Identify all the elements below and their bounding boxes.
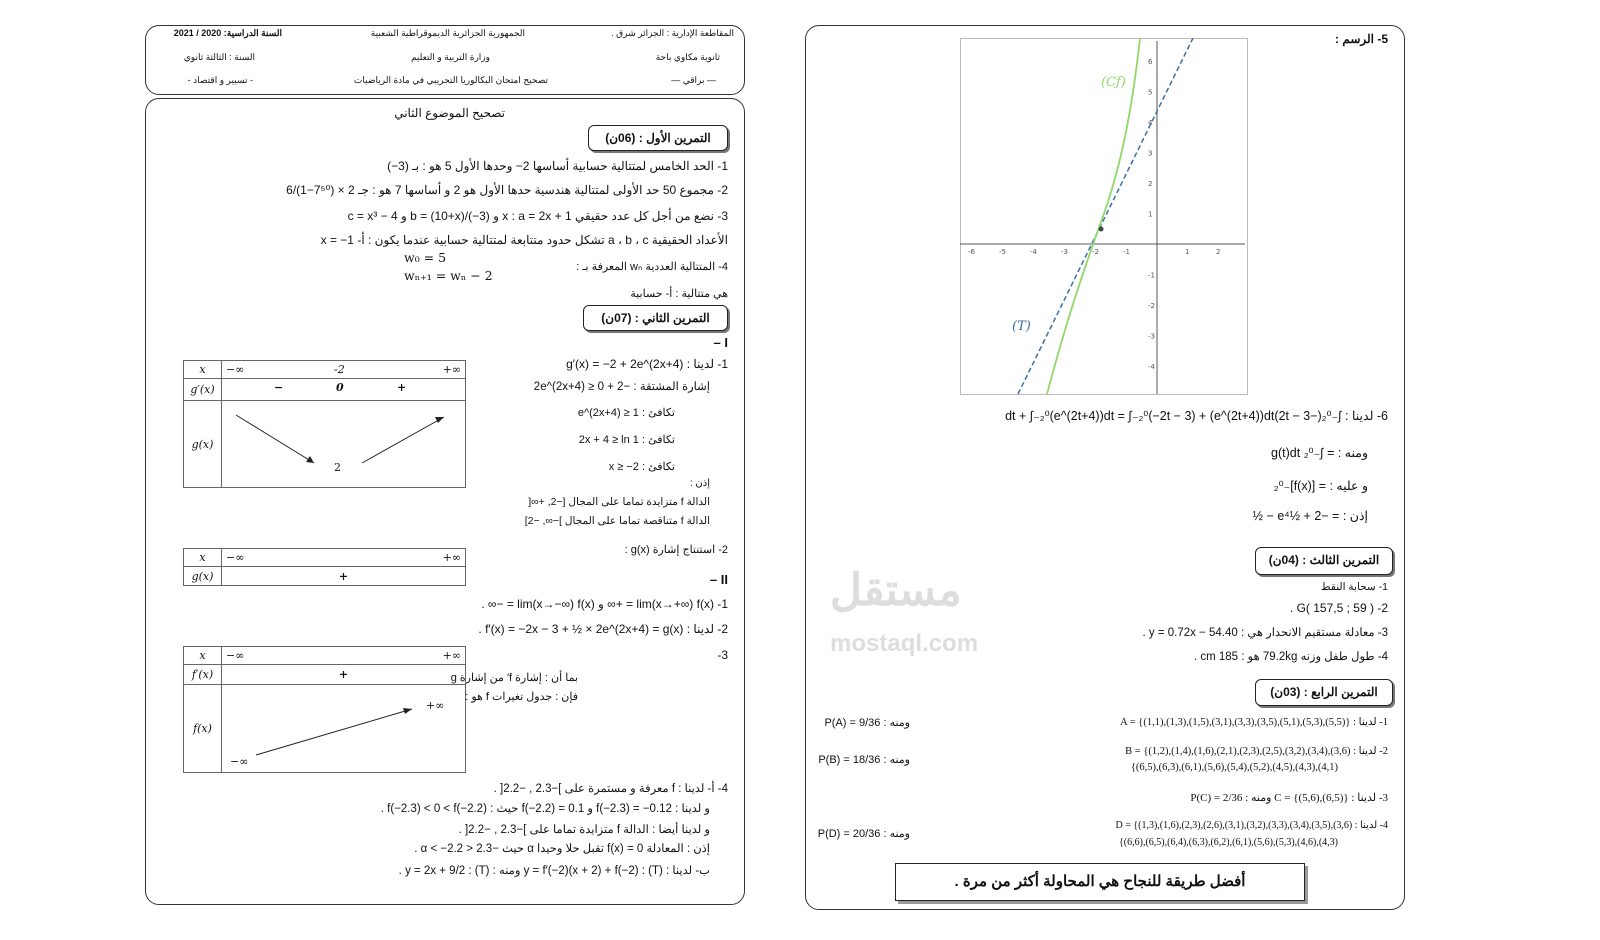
ex1-line-4: الأعداد الحقيقية a ، b ، c تشكل حدود متتابعة لمتتالية حسابية عندما يكون : أ- x = −1 (320, 233, 728, 247)
cell-g: g(x) (184, 567, 222, 586)
p1-line-4: تكافئ : 2x + 4 ≥ ln 1 (578, 434, 675, 446)
variation-table-g (183, 360, 466, 488)
variation-table-f (183, 646, 466, 773)
part-2-label: II – (709, 572, 728, 587)
p6-line-2: ومنه : = ∫₋₂⁰ g(t)dt (1271, 446, 1368, 460)
header-right-2: ثانوية مكاوي باحة (655, 52, 720, 62)
cell-f: f(x) (184, 685, 222, 773)
y-tick-label: -2 (1148, 302, 1155, 310)
ex4-line-2: 2- لدينا : B = {(1,2),(1,4),(1,6),(2,1),(2,3),(2,5),(3,2),(3,4),(3,6) (1125, 746, 1388, 757)
exercise-1-box: التمرين الأول : (06ن) (588, 125, 728, 151)
ex3-line-2: 2- G( 157,5 ; 59 ) . (1289, 601, 1388, 615)
p2-line-2: 2- لدينا : f′(x) = −2x − 3 + ½ × 2e^(2x+4) = g(x) . (478, 622, 728, 636)
p2-line-5: فإن : جدول تغيرات f هو : (465, 691, 578, 703)
header-center-1: الجمهورية الجزائرية الديموقراطية الشعبية (370, 28, 525, 38)
plus-infinity: +∞ (442, 649, 461, 662)
p1-line-8: الدالة f متناقصة تماما على المجال ]−∞, −2] (524, 515, 710, 527)
y-tick-label: 2 (1148, 180, 1153, 188)
minus-infinity: −∞ (226, 363, 245, 376)
ex4-line-3: 3- لدينا : C = {(5,6),(6,5)} ومنه : P(C) = 2/36 (1190, 792, 1388, 804)
cell-fprime: f′(x) (184, 665, 222, 685)
plus-infinity: +∞ (442, 363, 461, 376)
sign-plus: + (222, 665, 466, 685)
exercise-2-box: التمرين الثاني : (07ن) (583, 305, 728, 331)
p2-line-4: بما أن : إشارة f′ من إشارة g (450, 672, 578, 684)
p2-line-7: و لدينا : f(−2.3) = −0.12 و f(−2.2) = 0.1 حيث : f(−2.3) < 0 < f(−2.2) . (380, 803, 710, 815)
y-tick-label: 6 (1148, 58, 1153, 66)
p1-line-7: الدالة f متزايدة تماما على المجال [−2, +∞[ (528, 496, 710, 508)
ex3-line-4: 4- طول طفل وزنه 79.2kg هو : 185 cm . (1193, 651, 1388, 663)
ex3-line-3: 3- معادلة مستقيم الانحدار هي : y = 0.72x − 54.40 . (1142, 627, 1388, 639)
graph-border (961, 39, 1248, 395)
header-left-2: السنة : الثالثة ثانوي (183, 52, 255, 62)
sign-table-g (183, 548, 466, 586)
x-tick-label: 1 (1185, 248, 1190, 256)
ex1-line-6: هي متتالية : أ- حسابية (630, 288, 728, 300)
f-max: +∞ (426, 699, 445, 712)
sign-plus: + (397, 381, 407, 394)
sign-plus: + (222, 567, 466, 586)
y-tick-label: 3 (1148, 149, 1153, 158)
header-right-3: — براقي — (671, 75, 716, 85)
sign-row (222, 379, 466, 401)
ex4-line-2b: (4,1),(4,3),(4,5),(5,2),(5,4),(5,6),(6,1),(6,3),(6,5)} (1130, 762, 1338, 773)
ex4-line-4b: (4,3),(4,6),(5,3),(5,6),(6,1),(6,2),(6,3),(6,4),(6,5),(6,6)} (1118, 837, 1338, 848)
exercise-5-label: 5- الرسم : (1335, 32, 1388, 46)
header-center-3: تصحيح امتحان البكالوريا التجريبي في مادة الرياضيات (353, 75, 548, 85)
ex1-system-1: w₀ = 5 (404, 250, 447, 265)
ex1-line-3: 3- نضع من أجل كل عدد حقيقي x : a = 2x + 1 و b = (10+x)/(−3) و c = x³ − 4 (347, 209, 728, 223)
x-row (222, 647, 466, 665)
y-tick-label: -4 (1148, 363, 1155, 371)
cell-x: x (184, 647, 222, 665)
x-row (222, 361, 466, 379)
cell-x: x (184, 549, 222, 567)
part-1-label: I – (713, 335, 728, 350)
p1-line-9: 2- استنتاج إشارة g(x) : (624, 544, 728, 556)
t-label: (T) (1012, 319, 1031, 334)
ex4-prob-a: ومنه : P(A) = 9/36 (824, 717, 910, 729)
page-title: تصحيح الموضوع الثاني (394, 106, 505, 120)
critical-value: -2 (334, 363, 345, 376)
x-tick-label: -6 (968, 248, 975, 256)
header-left-1: السنة الدراسية: 2020 / 2021 (173, 28, 282, 38)
ex4-prob-d: ومنه : P(D) = 20/36 (817, 828, 910, 840)
p2-line-10: ب- لدينا : (T) : y = f′(−2)(x + 2) + f(−2) ومنه : (T) : y = 2x + 9/2 . (398, 865, 710, 877)
cell-x: x (184, 361, 222, 379)
y-tick-label: 1 (1148, 210, 1153, 219)
minus-infinity: −∞ (226, 551, 245, 564)
p6-line-1: 6- لدينا : ∫₋₂⁰(−2t − 3)dt + ∫₋₂⁰(e^(2t+4))dt = ∫₋₂⁰(−2t − 3) + (e^(2t+4))dt (1005, 409, 1388, 423)
header-left-3: - تسيير و اقتصاد - (187, 75, 253, 85)
ex4-prob-b: ومنه : P(B) = 18/36 (818, 754, 910, 766)
p1-line-5: تكافئ : x ≥ −2 (608, 461, 675, 473)
plus-infinity: +∞ (442, 551, 461, 564)
p1-line-1: 1- لدينا : g′(x) = −2 + 2e^(2x+4) (566, 357, 728, 371)
y-tick-label: -1 (1148, 271, 1155, 280)
f-min: −∞ (230, 755, 249, 768)
y-tick-label: 5 (1148, 88, 1153, 97)
ex1-line-2: 2- مجموع 50 حد الأولى لمتتالية هندسية حدها الأول هو 2 و أساسها 7 هو : جـ 2 × (7⁵⁰−1)/6 (286, 183, 728, 197)
x-tick-label: -5 (999, 248, 1006, 256)
p6-line-3: و عليه : = [f(x)]₋₂⁰ (1273, 479, 1368, 493)
minus-infinity: −∞ (226, 649, 245, 662)
exercise-4-box: التمرين الرابع : (03ن) (1255, 679, 1393, 706)
p2-line-8: و لدينا أيضا : الدالة f متزايدة تماما على ]−2.3 , −2.2[ . (458, 824, 710, 836)
p6-line-4: إذن : = −2 + ½e⁴ − ½ (1252, 509, 1368, 523)
ex4-line-1: 1- لدينا : A = {(1,1),(1,3),(1,5),(3,1),(3,3),(3,5),(5,1),(5,3),(5,5)} (1120, 717, 1388, 728)
p2-line-3: 3- (717, 648, 728, 662)
cell-gprime: g′(x) (184, 379, 222, 401)
x-tick-label: 2 (1216, 248, 1221, 256)
header-right-1: المقاطعة الإدارية : الجزائر شرق . (611, 28, 734, 38)
x-tick-label: -3 (1061, 248, 1068, 256)
ex4-line-4: 4- لدينا : D = {(1,3),(1,6),(2,3),(2,6),(3,1),(3,2),(3,3),(3,4),(3,5),(3,6) (1115, 820, 1388, 831)
cell-g: g(x) (184, 401, 222, 488)
header-center-2: وزارة التربية و التعليم (410, 52, 490, 62)
minimum-value: 2 (334, 461, 341, 474)
ex1-line-5: 4- المتتالية العددية wₙ المعرفة بـ : (576, 261, 728, 273)
p1-line-2: إشارة المشتقة : −2 + 2e^(2x+4) ≥ 0 (533, 381, 710, 393)
p2-line-6: 4- أ- لدينا : f معرفة و مستمرة على ]−2.3 , −2.2[ . (493, 783, 728, 795)
x-row (222, 549, 466, 567)
ex1-line-1: 1- الحد الخامس لمتتالية حسابية أساسها 2− وحدها الأول 5 هو : بـ (3−) (387, 159, 728, 173)
p2-line-1: 1- lim(x→+∞) f(x) = +∞ و lim(x→−∞) f(x) = −∞ . (481, 597, 728, 611)
watermark-english: mostaql.com (830, 630, 979, 657)
variation-row (222, 401, 466, 488)
y-tick-label: 4 (1148, 119, 1153, 127)
footer-quote-box: أفضل طريقة للنجاح هي المحاولة أكثر من مرة . (895, 863, 1305, 901)
cf-label: (Cƒ) (1101, 75, 1126, 90)
ex3-line-1: 1- سحابة النقط (1320, 581, 1388, 593)
tangent-point (1099, 227, 1104, 232)
function-graph (960, 38, 1248, 395)
sign-minus: − (274, 381, 284, 394)
x-tick-label: -4 (1030, 248, 1037, 256)
p1-line-6: إذن : (689, 478, 710, 489)
p1-line-3: تكافئ : e^(2x+4) ≥ 1 (577, 407, 675, 419)
y-tick-label: -3 (1148, 332, 1155, 341)
x-tick-label: -1 (1123, 248, 1130, 256)
x-tick-label: -2 (1092, 248, 1099, 256)
ex1-system-2: wₙ₊₁ = wₙ − 2 (404, 268, 493, 283)
variation-arrow (222, 685, 462, 771)
p2-line-9: إذن : المعادلة f(x) = 0 تقبل حلا وحيدا α حيث −2.3 < α < −2.2 . (414, 843, 710, 855)
sign-zero: 0 (336, 381, 344, 394)
variation-row (222, 685, 466, 773)
exercise-3-box: التمرين الثالث : (04ن) (1255, 547, 1393, 575)
watermark-arabic: مستقل (830, 566, 962, 615)
variation-arrows (222, 401, 462, 486)
